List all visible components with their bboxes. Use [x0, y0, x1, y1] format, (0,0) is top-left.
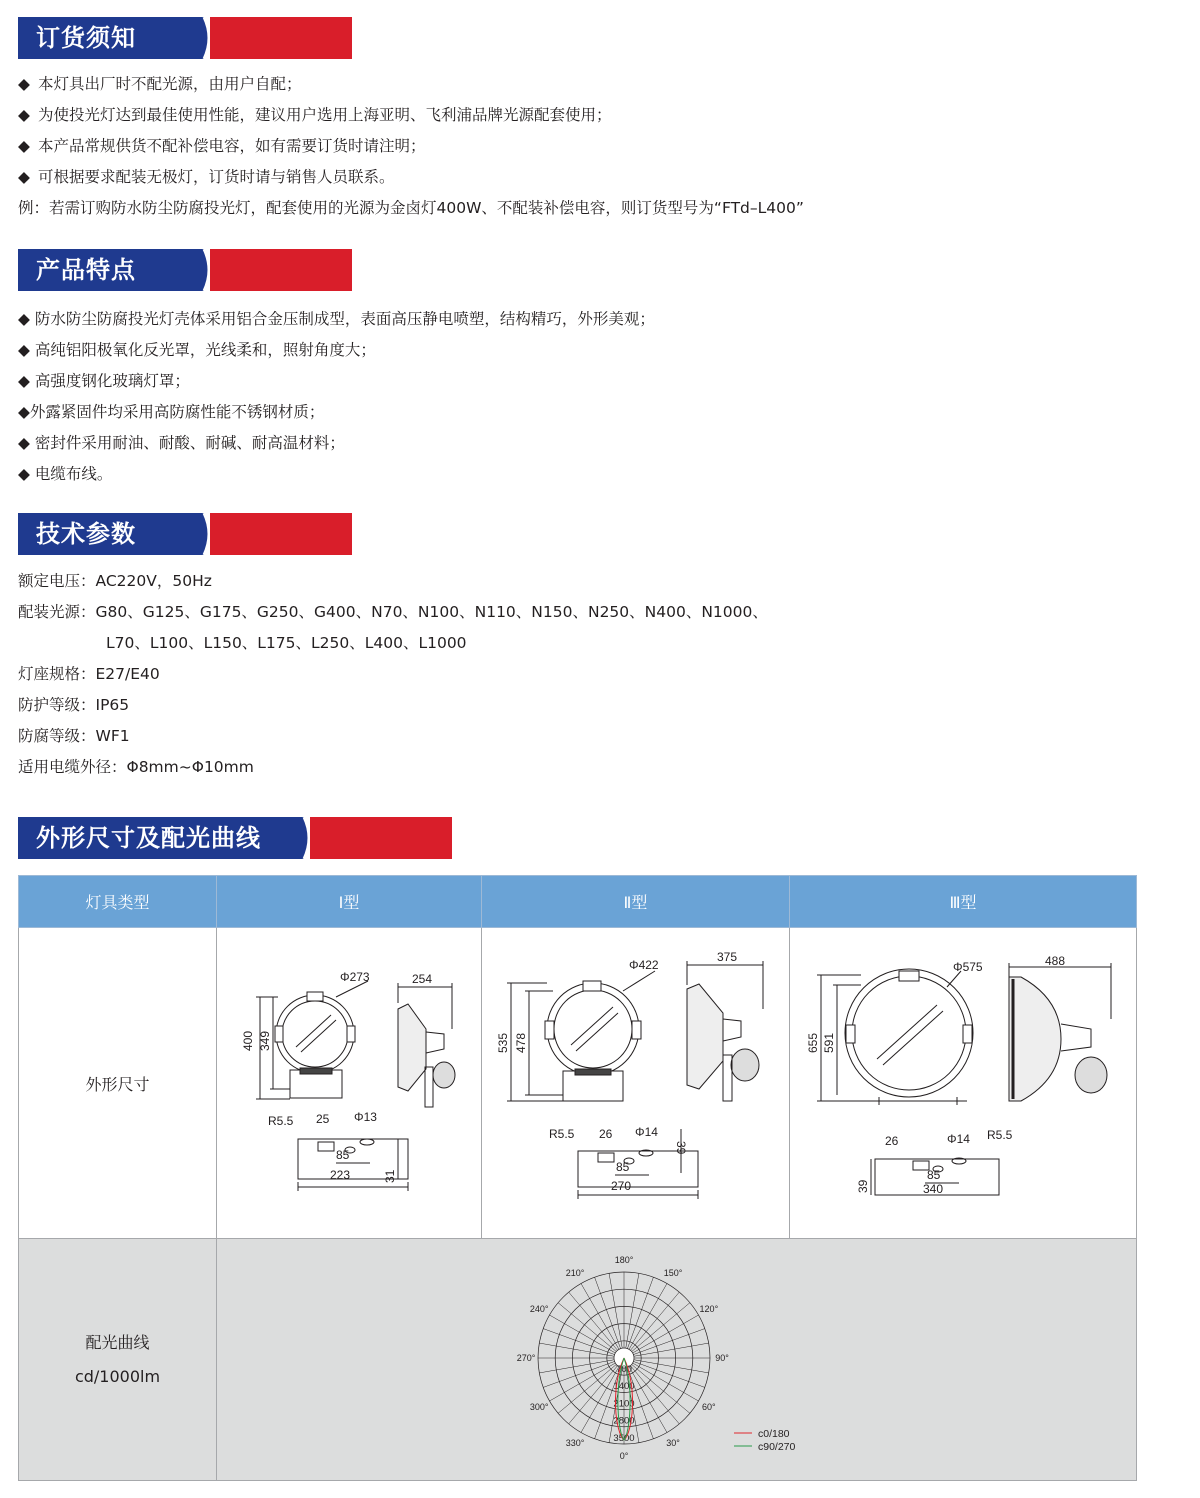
dim-depth: 375 — [717, 950, 738, 964]
polar-radial-label: 2800 — [613, 1415, 635, 1427]
polar-angle-label: 60° — [702, 1402, 716, 1412]
dim-h1: 655 — [806, 1032, 820, 1053]
polar-spoke — [539, 1360, 614, 1373]
polar-spoke — [569, 1292, 618, 1350]
section-title: 产品特点 — [36, 256, 136, 284]
tech-param: L70、L100、L150、L175、L250、L400、L1000 — [106, 634, 467, 652]
dim-width: 270 — [611, 1179, 632, 1193]
dimension-row — [19, 928, 1137, 1239]
header-type3: Ⅲ型 — [790, 876, 1137, 928]
dim-39: 39 — [856, 1179, 870, 1193]
row-label-dimensions: 外形尺寸 — [19, 928, 217, 1239]
feature-item: ◆ 密封件采用耐油、耐酸、耐碱、耐高温材料； — [18, 434, 345, 452]
tech-param: 防腐等级：WF1 — [18, 727, 130, 745]
dim-radius: R5.5 — [549, 1127, 575, 1141]
dim-85: 85 — [927, 1168, 941, 1182]
polar-angle-label: 150° — [663, 1268, 683, 1279]
drawing-type3 — [790, 928, 1137, 1239]
tech-param: 配装光源：G80、G125、G175、G250、G400、N70、N100、N110、N150、N250、N400、N1000、 — [18, 603, 768, 621]
dim-radius: R5.5 — [987, 1128, 1013, 1142]
legend-label-c0: c0/180 — [758, 1428, 790, 1440]
curve-row — [19, 1239, 1137, 1481]
tech-param: 防护等级：IP65 — [18, 696, 130, 714]
dim-depth: 254 — [412, 972, 433, 986]
polar-spoke — [634, 1360, 709, 1373]
feature-item: ◆ 电缆布线。 — [18, 465, 113, 483]
header-type1: Ⅰ型 — [217, 876, 482, 928]
polar-spoke — [632, 1364, 690, 1413]
dim-diameter: Φ575 — [953, 960, 983, 974]
dim-diameter: Φ422 — [629, 958, 659, 972]
type2-drawing — [483, 929, 789, 1233]
polar-spoke — [632, 1303, 690, 1352]
section-title: 订货须知 — [36, 24, 136, 52]
polar-angle-label: 210° — [565, 1268, 585, 1279]
dim-h1: 535 — [496, 1032, 510, 1053]
dim-26: 26 — [885, 1134, 899, 1148]
dim-radius: R5.5 — [268, 1114, 294, 1128]
drawing-type2 — [482, 928, 790, 1239]
section-header-order-notes — [18, 17, 352, 59]
spec-table — [18, 875, 1137, 1481]
polar-spoke — [558, 1364, 616, 1413]
type1-drawing — [218, 929, 481, 1233]
dim-h2: 349 — [258, 1030, 272, 1051]
polar-spoke — [569, 1366, 618, 1424]
feature-item: ◆外露紧固件均采用高防腐性能不锈钢材质； — [18, 403, 325, 421]
polar-spoke — [626, 1273, 639, 1348]
order-note-item: ◆ 本灯具出厂时不配光源，由用户自配； — [18, 75, 302, 93]
section-title: 技术参数 — [36, 520, 136, 548]
dim-85: 85 — [616, 1160, 630, 1174]
order-note-item: ◆ 本产品常规供货不配补偿电容，如有需要订货时请注明； — [18, 137, 426, 155]
dim-85: 85 — [336, 1148, 350, 1162]
feature-item: ◆ 防水防尘防腐投光灯壳体采用铝合金压制成型，表面高压静电喷塑，结构精巧，外形美观； — [18, 310, 655, 328]
tech-param: 适用电缆外径：Φ8mm~Φ10mm — [18, 758, 254, 776]
polar-spoke — [630, 1292, 679, 1350]
dim-25: 25 — [316, 1112, 330, 1126]
polar-cell — [217, 1239, 1137, 1481]
polar-spoke — [558, 1303, 616, 1352]
order-note-item: ◆ 为使投光灯达到最佳使用性能，建议用户选用上海亚明、飞利浦品牌光源配套使用； — [18, 106, 612, 124]
header-lamp-type: 灯具类型 — [19, 876, 217, 928]
polar-radial-label: 700 — [616, 1364, 632, 1375]
table-header-row — [19, 876, 1137, 928]
dim-39: 39 — [674, 1141, 688, 1155]
dim-31: 31 — [383, 1169, 397, 1183]
order-example: 例：若需订购防水防尘防腐投光灯，配套使用的光源为金卤灯400W、不配装补偿电容，则订货型号为“FTd–L400” — [18, 199, 804, 217]
header-type2: Ⅱ型 — [482, 876, 790, 928]
dim-26: 26 — [599, 1127, 613, 1141]
polar-angle-label: 240° — [529, 1304, 549, 1314]
drawing-type1 — [217, 928, 482, 1239]
polar-angle-label: 30° — [666, 1437, 680, 1448]
polar-angle-label: 90° — [715, 1353, 729, 1363]
polar-radial-label: 1400 — [613, 1381, 635, 1393]
polar-angle-label: 180° — [614, 1255, 634, 1265]
section-header-features — [18, 249, 352, 291]
curve-unit: cd/1000lm — [74, 1366, 161, 1386]
order-note-item: ◆ 可根据要求配装无极灯，订货时请与销售人员联系。 — [18, 168, 395, 186]
tech-param: 额定电压：AC220V，50Hz — [18, 572, 212, 590]
polar-angle-label: 300° — [529, 1402, 549, 1412]
dim-depth: 488 — [1045, 954, 1066, 968]
legend-label-c90: c90/270 — [758, 1441, 796, 1453]
feature-item: ◆ 高纯铝阳极氧化反光罩，光线柔和，照射角度大； — [18, 341, 376, 359]
polar-angle-label: 330° — [565, 1437, 585, 1448]
row-label-curve — [19, 1239, 217, 1481]
feature-item: ◆ 高强度钢化玻璃灯罩； — [18, 372, 190, 390]
dim-width: 340 — [923, 1182, 944, 1196]
section-title: 外形尺寸及配光曲线 — [36, 824, 261, 852]
polar-spoke — [630, 1366, 679, 1424]
dim-hole: Φ14 — [635, 1125, 658, 1139]
dim-h1: 400 — [241, 1030, 255, 1051]
section-header-dims — [18, 817, 452, 859]
polar-angle-label: 0° — [619, 1451, 629, 1461]
polar-radial-label: 2100 — [613, 1398, 635, 1410]
dim-width: 223 — [330, 1168, 351, 1182]
polar-angle-label: 120° — [699, 1304, 719, 1314]
polar-spoke — [609, 1273, 622, 1348]
polar-spoke — [539, 1343, 614, 1356]
polar-radial-label: 3500 — [613, 1432, 635, 1444]
type3-drawing — [791, 929, 1136, 1233]
tech-param: 灯座规格：E27/E40 — [18, 665, 160, 683]
dim-hole: Φ13 — [354, 1110, 377, 1124]
polar-angle-label: 270° — [516, 1353, 536, 1363]
polar-diagram — [218, 1240, 1136, 1475]
curve-label: 配光曲线 — [85, 1332, 150, 1352]
dim-hole: Φ14 — [947, 1132, 970, 1146]
section-header-tech — [18, 513, 352, 555]
polar-spoke — [634, 1343, 709, 1356]
dim-h2: 591 — [822, 1032, 836, 1053]
dim-diameter: Φ273 — [340, 970, 370, 984]
dim-h2: 478 — [514, 1032, 528, 1053]
